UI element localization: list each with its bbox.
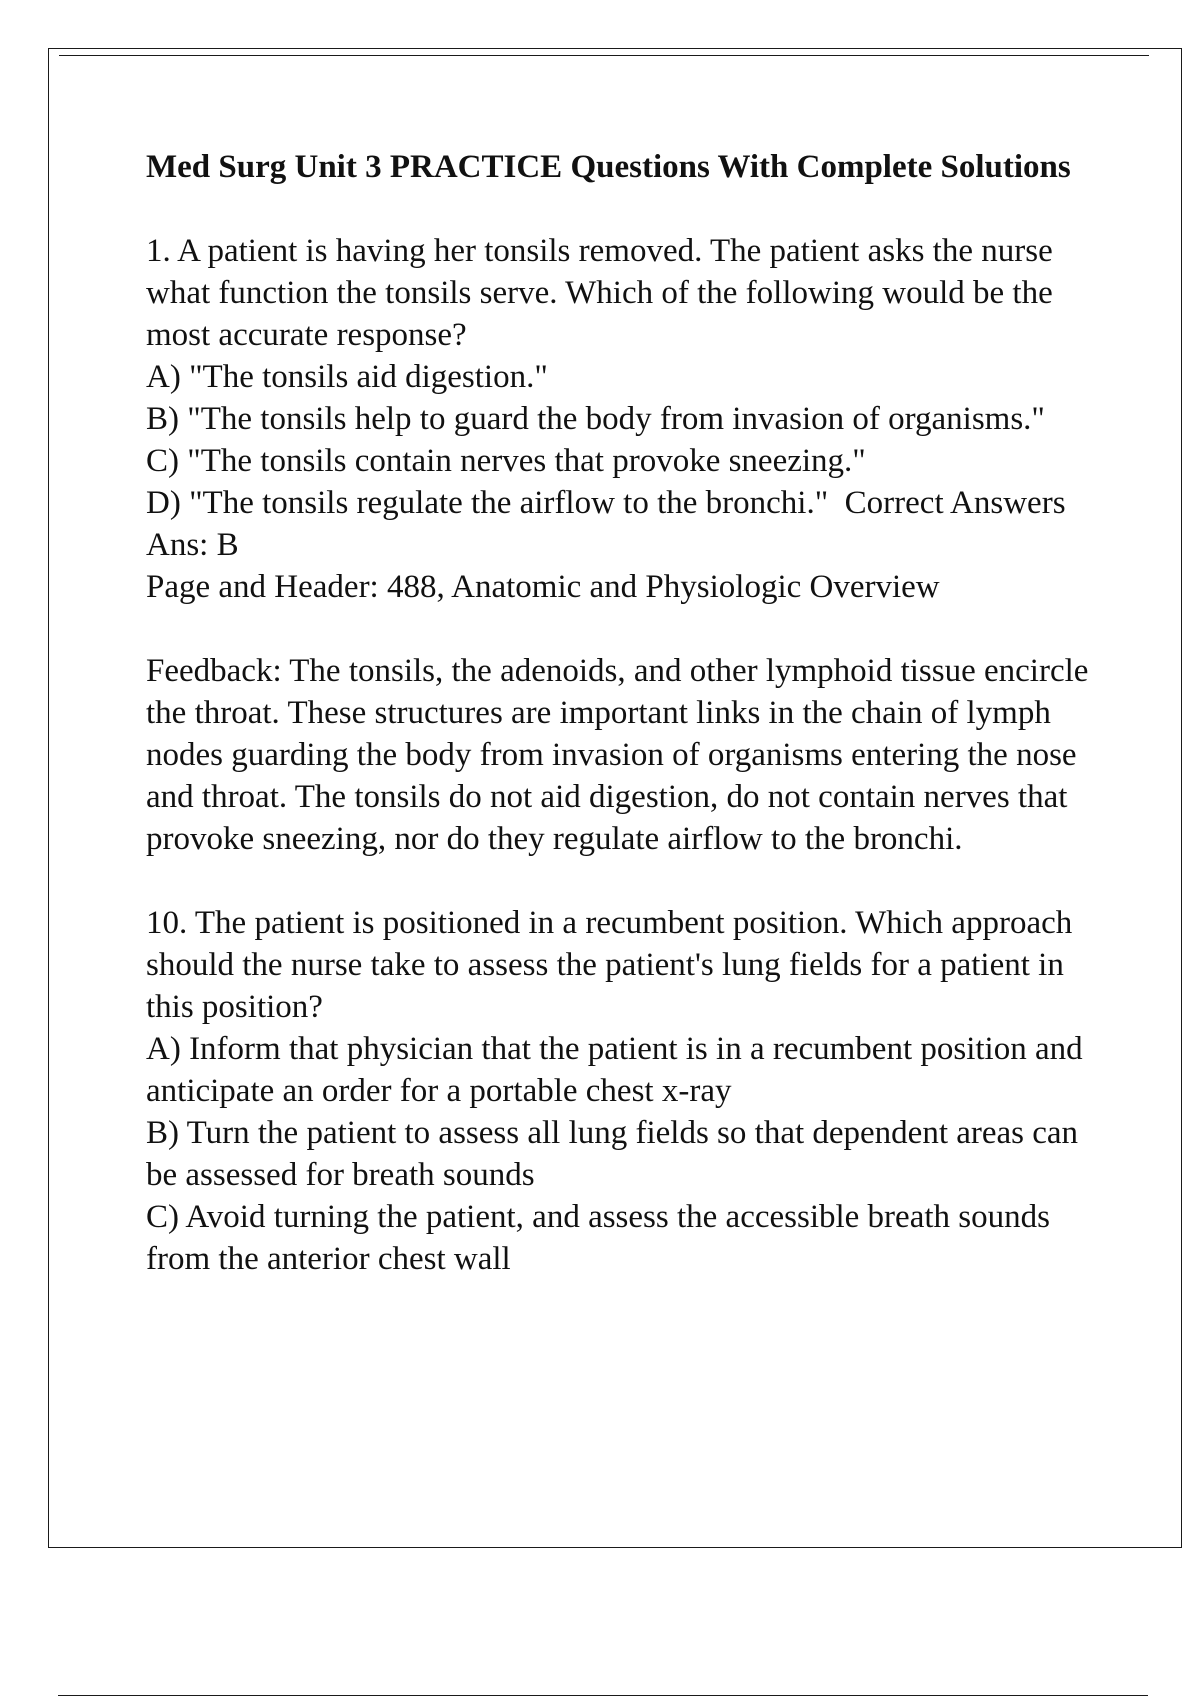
question-1-option-c: C) "The tonsils contain nerves that provoke sneezing." <box>146 443 866 479</box>
question-1-feedback: Feedback: The tonsils, the adenoids, and other lymphoid tissue encircle the throat. These structures are important links in the chain of lymph nodes guarding the body from invasion of organisms entering the nose and throat. The tonsils do not aid digestion, do not contain nerves that provoke sneezing, nor do they regulate airflow to the bronchi. <box>146 653 1089 857</box>
question-1-stem: 1. A patient is having her tonsils removed. The patient asks the nurse what function the tonsils serve. Which of the following would be the most accurate response? <box>146 233 1061 353</box>
question-1-option-d-answer: D) "The tonsils regulate the airflow to the bronchi." Correct Answers Ans: B <box>146 485 1081 563</box>
document-title: Med Surg Unit 3 PRACTICE Questions With Complete Solutions <box>146 149 1071 185</box>
question-10-option-a: A) Inform that physician that the patient is in a recumbent position and anticipate an order for a portable chest x-ray <box>146 1031 1091 1109</box>
top-rule <box>59 55 1149 56</box>
bottom-rule <box>58 1695 1148 1696</box>
question-10-option-c: C) Avoid turning the patient, and assess the accessible breath sounds from the anterior chest wall <box>146 1199 1059 1277</box>
question-1-option-b: B) "The tonsils help to guard the body from invasion of organisms." <box>146 401 1045 437</box>
question-1-option-a: A) "The tonsils aid digestion." <box>146 359 548 395</box>
question-10 <box>146 902 1096 1280</box>
document-body <box>146 146 1096 1322</box>
question-1 <box>146 230 1096 608</box>
question-10-stem: 10. The patient is positioned in a recumbent position. Which approach should the nurse take to assess the patient's lung fields for a patient in this position? <box>146 905 1081 1025</box>
question-1-page-header: Page and Header: 488, Anatomic and Physiologic Overview <box>146 569 940 605</box>
question-10-option-b: B) Turn the patient to assess all lung fields so that dependent areas can be assessed for breath sounds <box>146 1115 1087 1193</box>
